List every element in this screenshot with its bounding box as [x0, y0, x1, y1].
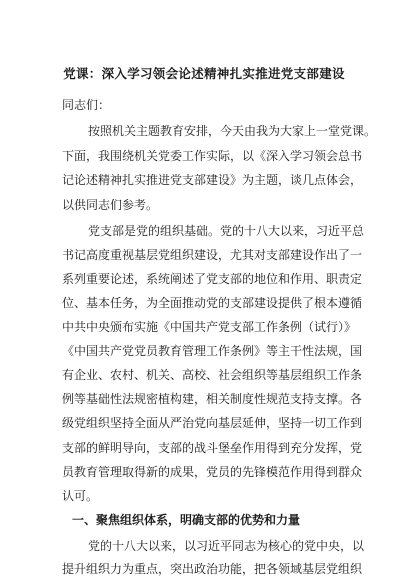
document-title: 党课：深入学习领会论述精神扎实推进党支部建设	[63, 66, 345, 81]
paragraph-2-line-1: 党支部是党的组织基础。党的十八大以来，习近平总	[88, 224, 365, 238]
paragraph-1-line-3: 记论述精神扎实推进党支部建设》为主题，谈几点体会，	[62, 173, 363, 187]
paragraph-1-line-2: 下面，我围绕机关党委工作实际，以《深入学习领会总书	[62, 149, 363, 163]
paragraph-2-line-6: 《中国共产党党员教育管理工作条例》等主干性法规，国	[62, 344, 363, 358]
section-paragraph-line-2: 提升组织力为重点，突出政治功能，把各领域基层党组织	[62, 562, 363, 576]
paragraph-1-line-4: 以供同志们参考。	[62, 198, 159, 212]
paragraph-2-line-5: 中共中央颁布实施《中国共产党支部工作条例（试行）》	[62, 320, 357, 334]
paragraph-2-line-11: 员教育管理取得新的成果，党员的先锋模范作用得到群众	[62, 465, 363, 479]
paragraph-2-line-4: 位、基本任务，为全面推动党的支部建设提供了根本遵循	[62, 296, 363, 310]
salutation: 同志们：	[62, 98, 111, 112]
paragraph-1-line-1: 按照机关主题教育安排，今天由我为大家上一堂党课。	[88, 124, 377, 138]
paragraph-2-line-8: 例等基础性法规密植构建，相关制度性规范支持支撑。各	[62, 392, 363, 406]
paragraph-2-line-9: 级党组织坚持全面从严治党向基层延伸，坚持一切工作到	[62, 416, 363, 430]
section-heading: 一、聚焦组织体系，明确支部的优势和力量	[72, 513, 301, 527]
paragraph-2-line-12: 认可。	[62, 489, 99, 503]
paragraph-2-line-3: 系列重要论述，系统阐述了党支部的地位和作用、职责定	[62, 272, 363, 286]
paragraph-2-line-10: 支部的鲜明导向，支部的战斗堡垒作用得到充分发挥，党	[62, 441, 363, 455]
section-paragraph-line-1: 党的十八大以来，以习近平同志为核心的党中央，以	[88, 539, 365, 553]
paragraph-2-line-2: 书记高度重视基层党组织建设，尤其对支部建设作出了一	[62, 248, 363, 262]
paragraph-2-line-7: 有企业、农村、机关、高校、社会组织等基层组织工作条	[62, 368, 363, 382]
